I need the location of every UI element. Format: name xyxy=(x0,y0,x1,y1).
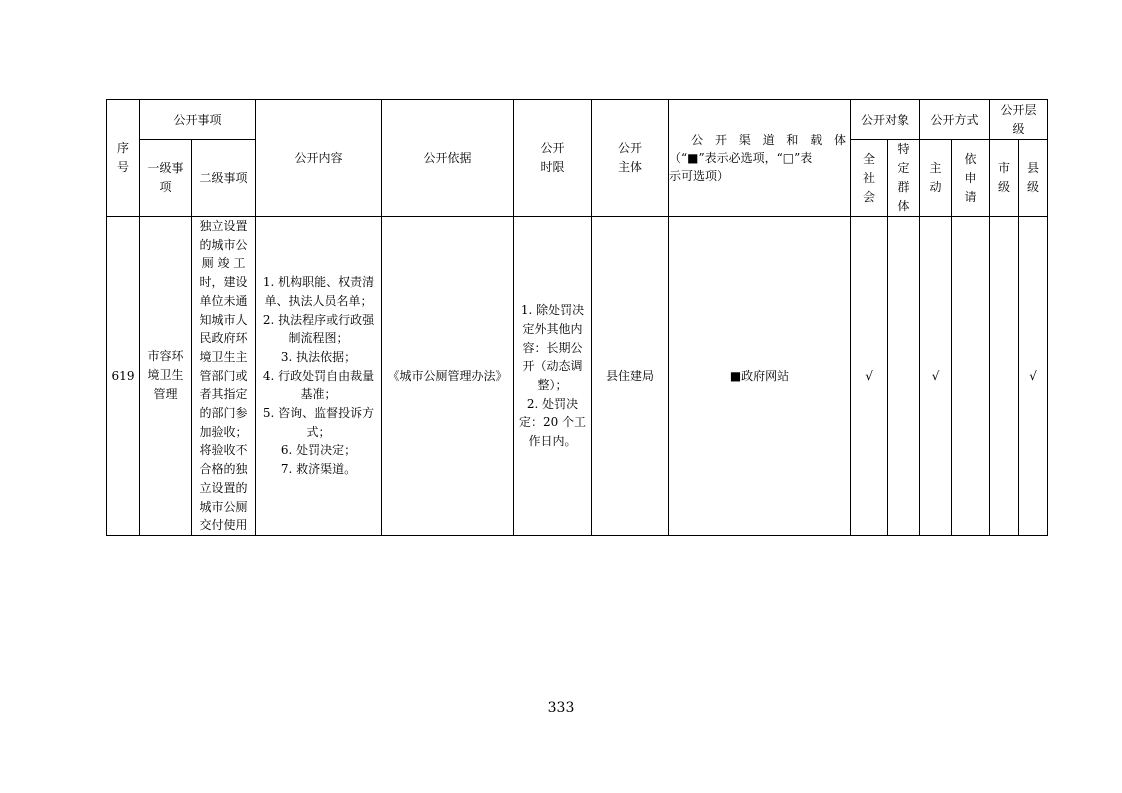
row-target-all: √ xyxy=(851,217,888,536)
row-level2: 独立设置 的城市公 厕 竣 工 时，建设 单位未通 知城市人 民政府环 境卫生主 管部门或 者其指定 的部门参 加验收； 将验收不 合格的独 立设置的 城市公厕 交付使用 xyxy=(192,217,256,536)
header-subject: 公开 主体 xyxy=(592,100,669,217)
row-subject: 县住建局 xyxy=(592,217,669,536)
disclosure-table xyxy=(106,99,1048,536)
header-content: 公开内容 xyxy=(256,100,382,217)
row-level-county: √ xyxy=(1019,217,1048,536)
row-basis: 《城市公厕管理办法》 xyxy=(382,217,514,536)
table-row xyxy=(107,217,1048,536)
header-level: 公开层 级 xyxy=(990,100,1048,140)
row-seq: 619 xyxy=(107,217,140,536)
row-channel: ■政府网站 xyxy=(669,217,851,536)
row-content: 1. 机构职能、权责清 单、执法人员名单； 2. 执法程序或行政强 制流程图； 3. 执法依据； 4. 行政处罚自由裁量 基准； 5. 咨询、监督投诉方 式； 6. 处罚决定； 7. 救济渠道。 xyxy=(256,217,382,536)
row-time-limit: 1. 除处罚决 定外其他内 容：长期公 开（动态调 整）； 2. 处罚决 定：20 个工 作日内。 xyxy=(514,217,592,536)
row-method-apply xyxy=(952,217,990,536)
header-seq: 序 号 xyxy=(107,100,140,217)
header-target: 公开对象 xyxy=(851,100,920,140)
header-level1: 一级事 项 xyxy=(140,140,192,217)
row-method-active: √ xyxy=(920,217,952,536)
row-level1: 市容环 境卫生 管理 xyxy=(140,217,192,536)
header-level2: 二级事项 xyxy=(192,140,256,217)
header-matter: 公开事项 xyxy=(140,100,256,140)
header-level-county: 县 级 xyxy=(1019,140,1048,217)
page-number: 333 xyxy=(547,700,575,716)
header-target-specific: 特 定 群 体 xyxy=(888,140,920,217)
header-method: 公开方式 xyxy=(920,100,990,140)
row-target-specific xyxy=(888,217,920,536)
header-target-all: 全 社 会 xyxy=(851,140,888,217)
row-level-city xyxy=(990,217,1019,536)
header-time-limit: 公开 时限 xyxy=(514,100,592,217)
header-method-active: 主 动 xyxy=(920,140,952,217)
header-basis: 公开依据 xyxy=(382,100,514,217)
header-level-city: 市 级 xyxy=(990,140,1019,217)
header-channel: 公 开 渠 道 和 载 体 （“■”表示必选项，“□”表 示可选项） xyxy=(669,100,851,217)
header-method-apply: 依 申 请 xyxy=(952,140,990,217)
